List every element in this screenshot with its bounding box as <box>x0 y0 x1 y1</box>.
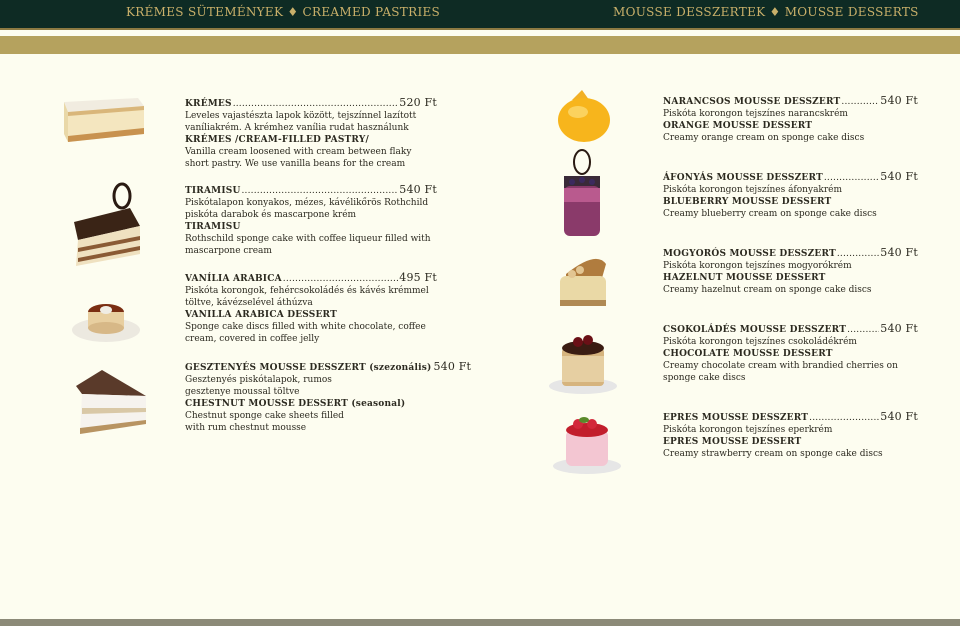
item-price: 540 Ft <box>880 94 918 107</box>
item-desc-en: Rothschild sponge cake with coffee liqueur filled with mascarpone cream <box>185 234 431 256</box>
leader-dots <box>809 412 879 424</box>
item-name-en: KRÉMES /CREAM-FILLED PASTRY/ <box>185 135 369 145</box>
item-name: ÁFONYÁS MOUSSE DESSZERT <box>663 173 823 183</box>
item-header <box>663 171 918 184</box>
menu-item-vanilla-arabica <box>185 272 437 345</box>
leader-dots <box>233 98 399 110</box>
item-name: EPRES MOUSSE DESSZERT <box>663 413 809 423</box>
left-section-title: KRÉMES SÜTEMÉNYEK ♦ CREAMED PASTRIES <box>126 5 441 19</box>
item-name-en: HAZELNUT MOUSSE DESSERT <box>663 273 826 283</box>
item-name: GESZTENYÉS MOUSSE DESSZERT (szezonális) <box>185 363 432 373</box>
tiramisu-cake-image <box>68 178 148 268</box>
item-desc-hu: Piskóta korongok, fehércsokoládés és kávés krémmel töltve, kávézselével áthúzva <box>185 286 429 308</box>
item-name-en: VANILLA ARABICA DESSERT <box>185 310 337 320</box>
item-desc-hu: Piskóta korongon tejszínes mogyorókrém <box>663 261 852 271</box>
gold-band <box>0 36 960 54</box>
hazelnut-mousse-image <box>552 250 612 314</box>
item-name-en: EPRES MOUSSE DESSERT <box>663 437 802 447</box>
chocolate-mousse-image <box>548 326 618 398</box>
item-header <box>185 97 437 110</box>
item-desc-en: Chestnut sponge cake sheets filled with rum chestnut mousse <box>185 411 344 433</box>
item-header <box>663 247 918 260</box>
leader-dots <box>837 248 879 260</box>
item-desc-hu: Piskótalapon konyakos, mézes, kávélikőrös Rothchild piskóta darabok és mascarpone krém <box>185 198 429 220</box>
item-header <box>185 272 437 285</box>
chestnut-cake-image <box>66 364 152 438</box>
item-desc-hu: Gesztenyés piskótalapok, rumos gesztenye moussal töltve <box>185 375 332 397</box>
kremes-cake-image <box>58 92 148 152</box>
item-price: 540 Ft <box>880 322 918 335</box>
item-header <box>663 323 918 336</box>
footer-bar <box>0 619 960 626</box>
item-name: KRÉMES <box>185 99 232 109</box>
menu-item-tiramisu <box>185 184 437 257</box>
strawberry-mousse-image <box>552 412 622 478</box>
blueberry-mousse-image <box>556 146 608 244</box>
item-desc-en: Creamy blueberry cream on sponge cake discs <box>663 209 877 219</box>
right-section-title: MOUSSE DESSZERTEK ♦ MOUSSE DESSERTS <box>613 5 919 19</box>
leader-dots <box>841 96 879 108</box>
item-name-en: ORANGE MOUSSE DESSERT <box>663 121 813 131</box>
item-name: CSOKOLÁDÉS MOUSSE DESSZERT <box>663 325 847 335</box>
item-price: 540 Ft <box>880 246 918 259</box>
item-desc-en: Creamy orange cream on sponge cake discs <box>663 133 865 143</box>
leader-dots <box>242 185 399 197</box>
item-desc-hu: Piskóta korongon tejszínes narancskrém <box>663 109 848 119</box>
item-price: 540 Ft <box>399 183 437 196</box>
leader-dots <box>824 172 879 184</box>
item-desc-en: Vanilla cream loosened with cream between flaky short pastry. We use vanilla beans for the cream <box>185 147 412 169</box>
header-bar <box>0 0 960 30</box>
menu-item-kremes <box>185 97 437 170</box>
orange-mousse-image <box>552 88 616 148</box>
item-name: TIRAMISU <box>185 186 241 196</box>
item-desc-en: Creamy strawberry cream on sponge cake discs <box>663 449 883 459</box>
item-name-en: TIRAMISU <box>185 222 241 232</box>
vanilla-arabica-cake-image <box>68 288 144 348</box>
item-desc-hu: Piskóta korongon tejszínes csokoládékrém <box>663 337 857 347</box>
leader-dots <box>283 273 398 285</box>
item-name: VANÍLIA ARABICA <box>185 274 282 284</box>
item-price: 540 Ft <box>880 170 918 183</box>
item-desc-hu: Piskóta korongon tejszínes eperkrém <box>663 425 833 435</box>
item-desc-hu: Leveles vajastészta lapok között, tejszínnel lazított vaníliakrém. A krémhez vanília rudat használunk <box>185 111 417 133</box>
item-name-en: CHESTNUT MOUSSE DESSERT (seasonal) <box>185 399 406 409</box>
menu-item-hazelnut <box>663 247 918 296</box>
item-name: NARANCSOS MOUSSE DESSZERT <box>663 97 841 107</box>
menu-item-chestnut <box>185 360 472 434</box>
item-header <box>185 360 472 374</box>
item-desc-en: Creamy hazelnut cream on sponge cake discs <box>663 285 872 295</box>
item-header <box>663 95 918 108</box>
item-header <box>663 411 918 424</box>
item-name-en: CHOCOLATE MOUSSE DESSERT <box>663 349 833 359</box>
leader-dots <box>847 324 879 336</box>
item-name-en: BLUEBERRY MOUSSE DESSERT <box>663 197 832 207</box>
item-price: 495 Ft <box>399 271 437 284</box>
item-price: 540 Ft <box>880 410 918 423</box>
menu-item-blueberry <box>663 171 918 220</box>
item-price: 520 Ft <box>399 96 437 109</box>
menu-item-strawberry <box>663 411 918 460</box>
menu-item-orange <box>663 95 918 144</box>
item-price: 540 Ft <box>433 360 472 373</box>
item-header <box>185 184 437 197</box>
item-desc-en: Creamy chocolate cream with brandied cherries on sponge cake discs <box>663 361 898 383</box>
item-desc-hu: Piskóta korongon tejszínes áfonyakrém <box>663 185 843 195</box>
item-desc-en: Sponge cake discs filled with white chocolate, coffee cream, covered in coffee jelly <box>185 322 426 344</box>
item-name: MOGYORÓS MOUSSE DESSZERT <box>663 249 836 259</box>
menu-item-chocolate <box>663 323 918 384</box>
